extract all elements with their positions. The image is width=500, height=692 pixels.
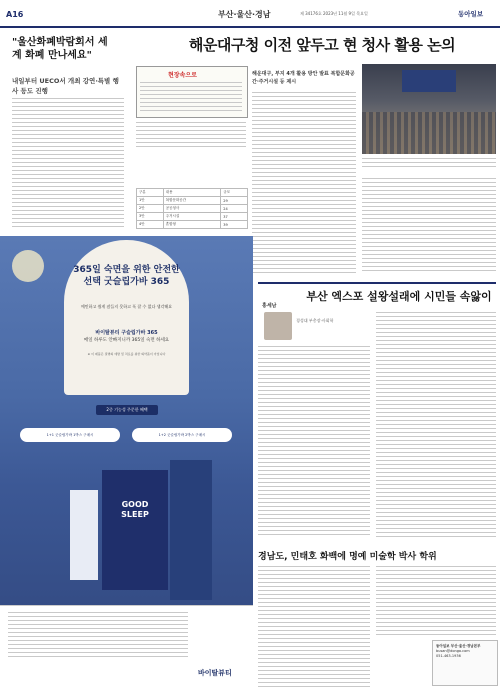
ad-price: 매일 하루도 안빠지니까 365일 숙면 하세요	[83, 338, 170, 343]
main-sub-headline: 해운대구, 부지 4개 활용 방안 발표 복합문화공간·주거시설 등 제시	[252, 71, 355, 85]
proposal-table	[136, 188, 248, 229]
table-row: 4안 혼합형 39	[137, 221, 248, 229]
column-body-left	[258, 346, 370, 538]
auditorium-photo	[362, 64, 496, 154]
table-row: 3안 주거시설 37	[137, 213, 248, 221]
product-box-label: GOOD SLEEP	[121, 500, 149, 519]
table-row: 1안 복합문화공간 29	[137, 197, 248, 205]
column-affiliation: 경성대 부총장·사회학	[296, 318, 334, 323]
column-rule	[258, 282, 496, 284]
ad-fine-print	[8, 612, 188, 660]
field-report-body	[140, 82, 242, 114]
stage-screen	[402, 70, 456, 92]
column-byline: 홍세남	[262, 303, 277, 309]
product-box-main	[102, 470, 168, 590]
left-story-sub: 내일부터 UECO서 개최 강연·특별 행사 등도 진행	[12, 77, 119, 95]
table-row: 2안 공공청사 24	[137, 205, 248, 213]
left-story-headline: "울산화폐박람회서 세계 화폐 만나세요"	[12, 37, 108, 61]
ad-footer-brand: 바이탈뷰티	[198, 669, 232, 677]
bottom-story-body-left	[258, 566, 370, 690]
issue-info: 제 34176호 2023년 11월 9일 목요일	[300, 11, 368, 16]
ad-badge: 2중 기능성 주문한 혜택	[96, 405, 158, 415]
ad-subline: 예민하고 쉽게 잠들지 못하고 푹 잘 수 없다 생각해요	[80, 304, 173, 309]
main-story-body-col2	[252, 92, 356, 276]
column-headline: 부산 엑스포 설왕설래에 시민들 속앓이	[306, 290, 492, 303]
ad-headline: 365일 숙면을 위한 안전한 선택 굿슬립가바 365	[73, 265, 180, 287]
ad-offer-right: 1+2 굿슬립가바 2박스 구매시	[132, 428, 232, 442]
main-story-body-col1	[136, 122, 246, 150]
ad-offer-left: 1+1 굿슬립가바 1박스 구매시	[20, 428, 120, 442]
contact-title: 동아일보 부산·울산·경남본부	[436, 644, 481, 648]
photo-caption	[362, 158, 496, 170]
bottom-story-headline: 경남도, 민태호 화백에 명예 미술학 박사 학위	[258, 552, 437, 562]
author-portrait	[264, 312, 292, 340]
field-report-title: 현장속으로	[168, 72, 197, 79]
column-body-right	[376, 312, 496, 540]
ad-notice: ※ 이 제품은 질병의 예방 및 치료를 위한 의약품이 아닙니다	[87, 352, 166, 356]
product-box-side	[170, 460, 212, 600]
product-box-small	[70, 490, 98, 580]
table-row: 구분 내용 규모	[137, 189, 248, 197]
main-story-body-col3	[362, 178, 496, 274]
section-title: 부산·울산·경남	[218, 10, 271, 19]
ad-brand: 바이탈뷰티 구슬립가바 365	[95, 330, 158, 336]
contact-email: busan@donga.com	[436, 649, 470, 653]
main-headline: 해운대구청 이전 앞두고 현 청사 활용 논의	[188, 36, 456, 54]
bottom-story-body-right	[376, 566, 496, 638]
contact-box	[432, 640, 498, 686]
contact-phone: 051-463-1936	[436, 654, 461, 658]
page-number: A16	[6, 10, 24, 19]
newspaper-brand: 동아일보	[458, 10, 484, 18]
left-story-body	[12, 98, 124, 230]
moon-graphic	[12, 250, 44, 282]
audience-rows	[362, 112, 496, 154]
